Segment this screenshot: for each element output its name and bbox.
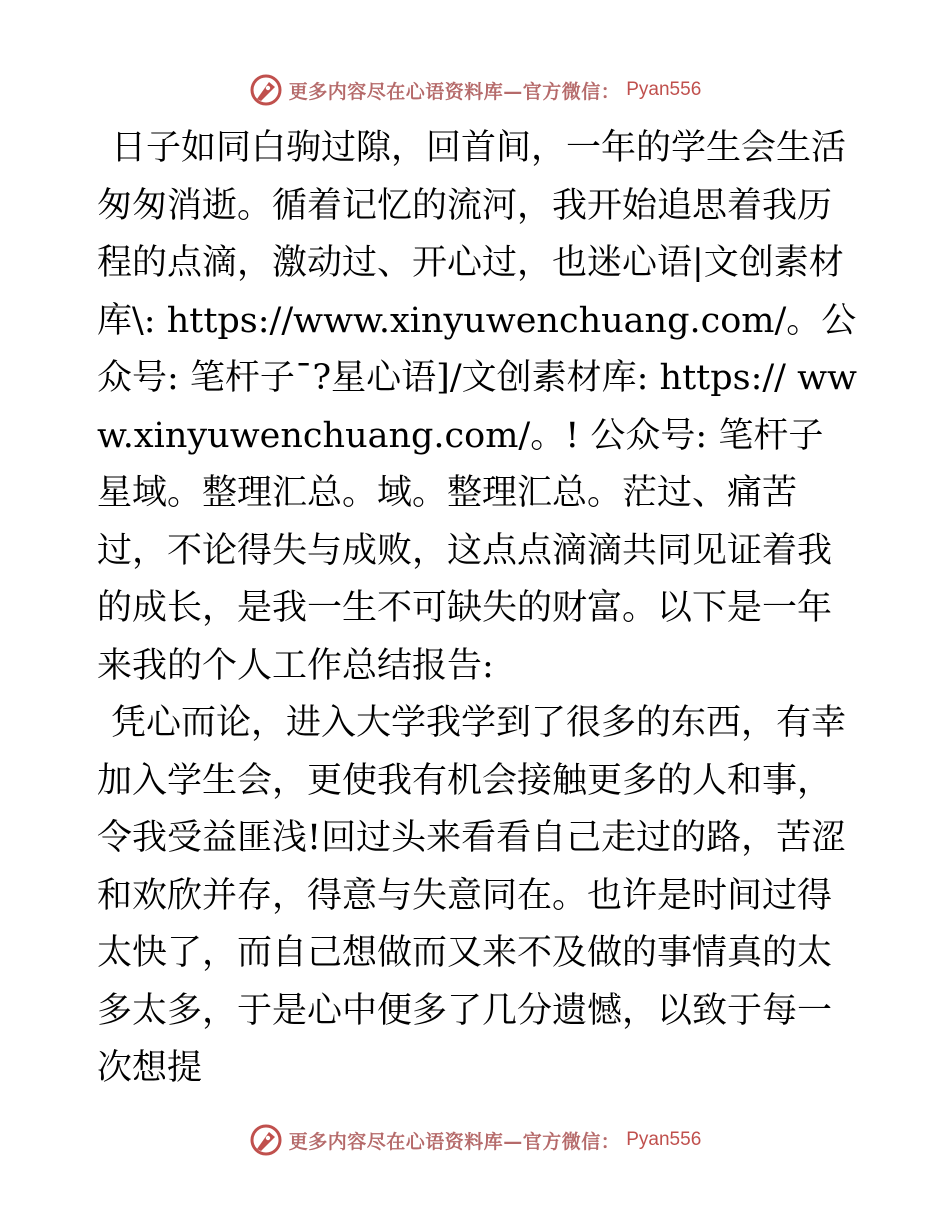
footer-banner [0,1120,950,1160]
pen-nib-logo-icon [249,73,283,107]
header-banner-text: 更多内容尽在心语资料库—官方微信： [288,80,621,103]
pen-nib-logo-icon [249,1123,283,1157]
document-body [97,120,857,1098]
header-banner [0,70,950,110]
footer-banner-text: 更多内容尽在心语资料库—官方微信： [288,1130,621,1153]
header-wechat-id: Pyan556 [626,79,702,100]
paragraph-2: 凭心而论，进入大学我学到了很多的东西，有幸加入学生会，更使我有机会接触更多的人和事，令我受益匪浅!回过头来看看自己走过的路，苦涩和欢欣并存，得意与失意同在。也许是时间过得太快了，而自己想做而又来不及做的事情真的太多太多，于是心中便多了几分遗憾，以致于每一次想提 [97,703,847,1088]
footer-wechat-id: Pyan556 [626,1129,702,1150]
paragraph-1: 日子如同白驹过隙，回首间，一年的学生会生活匆匆消逝。循着记忆的流河，我开始追思着我历程的点滴，激动过、开心过，也迷心语|文创素材库\: https://www.xinyuwenchuang.com/。公众号: 笔杆子¯?星心语]/文创素材库: https:// www.xinyuwenchuang.com/。! 公众号: 笔杆子星域。整理汇总。域。整理汇总。茫过、痛苦过，不论得失与成败，这点点滴滴共同见证着我的成长，是我一生不可缺失的财富。以下是一年来我的个人工作总结报告: [97,128,858,686]
